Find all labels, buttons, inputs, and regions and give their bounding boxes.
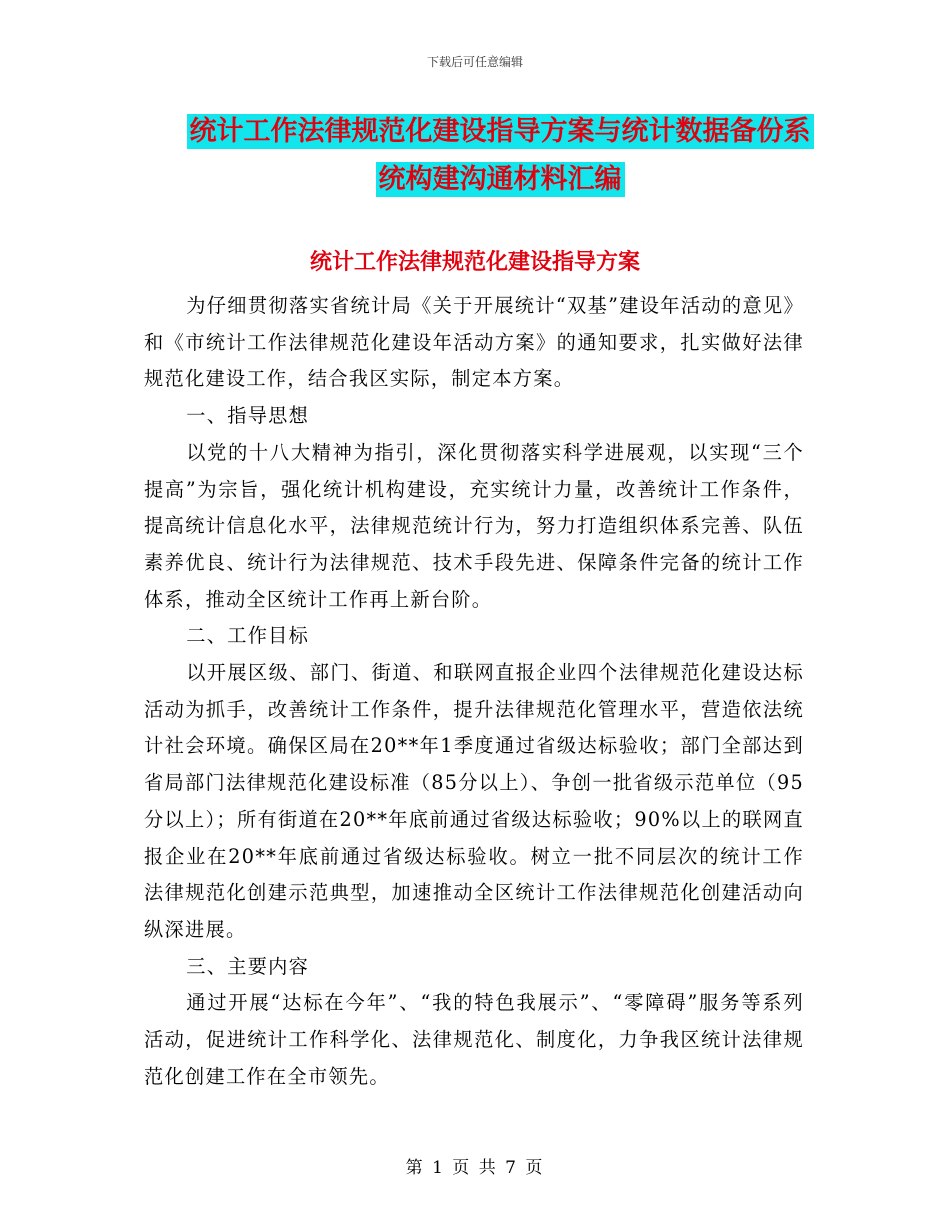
section-title: 统计工作法律规范化建设指导方案 — [309, 250, 640, 275]
document-title-line-2: 统构建沟通材料汇编 — [376, 162, 625, 197]
heading-work-goals: 二、工作目标 — [186, 624, 310, 648]
paragraph-guiding-ideology: 以党的十八大精神为指引，深化贯彻落实科学进展观，以实现“三个提高”为宗旨，强化统计机构建设，充实统计力量，改善统计工作条件，提高统计信息化水平，法律规范统计行为，努力打造组织体系完善、队伍素养优良、统计行为法律规范、技术手段先进、保障条件完备的统计工作体系，推动全区统计工作再上新台阶。 — [144, 440, 804, 611]
heading-guiding-ideology: 一、指导思想 — [186, 404, 310, 428]
page-footer: 第 1 页 共 7 页 — [405, 1158, 545, 1178]
paragraph-main-content: 通过开展“达标在今年”、“我的特色我展示”、“零障碍”服务等系列活动，促进统计工作科学化、法律规范化、制度化，力争我区统计法律规范化创建工作在全市领先。 — [144, 991, 804, 1088]
paragraph-work-goals: 以开展区级、部门、街道、和联网直报企业四个法律规范化建设达标活动为抓手，改善统计工作条件，提升法律规范化管理水平，营造依法统计社会环境。确保区局在20**年1季度通过省级达标验收；部门全部达到省局部门法律规范化建设标准（85分以上）、争创一批省级示范单位（95分以上）；所有街道在20**年底前通过省级达标验收；90%以上的联网直报企业在20**年底前通过省级达标验收。树立一批不同层次的统计工作法律规范化创建示范典型，加速推动全区统计工作法律规范化创建活动向纵深进展。 — [144, 661, 804, 941]
document-body — [144, 288, 804, 1095]
document-title-line-1: 统计工作法律规范化建设指导方案与统计数据备份系 — [187, 114, 814, 149]
paragraph-intro: 为仔细贯彻落实省统计局《关于开展统计“双基”建设年活动的意见》和《市统计工作法律规范化建设年活动方案》的通知要求，扎实做好法律规范化建设工作，结合我区实际，制定本方案。 — [144, 294, 804, 391]
header-note: 下载后可任意编辑 — [426, 55, 523, 69]
document-title — [150, 108, 850, 204]
heading-main-content: 三、主要内容 — [186, 954, 310, 978]
